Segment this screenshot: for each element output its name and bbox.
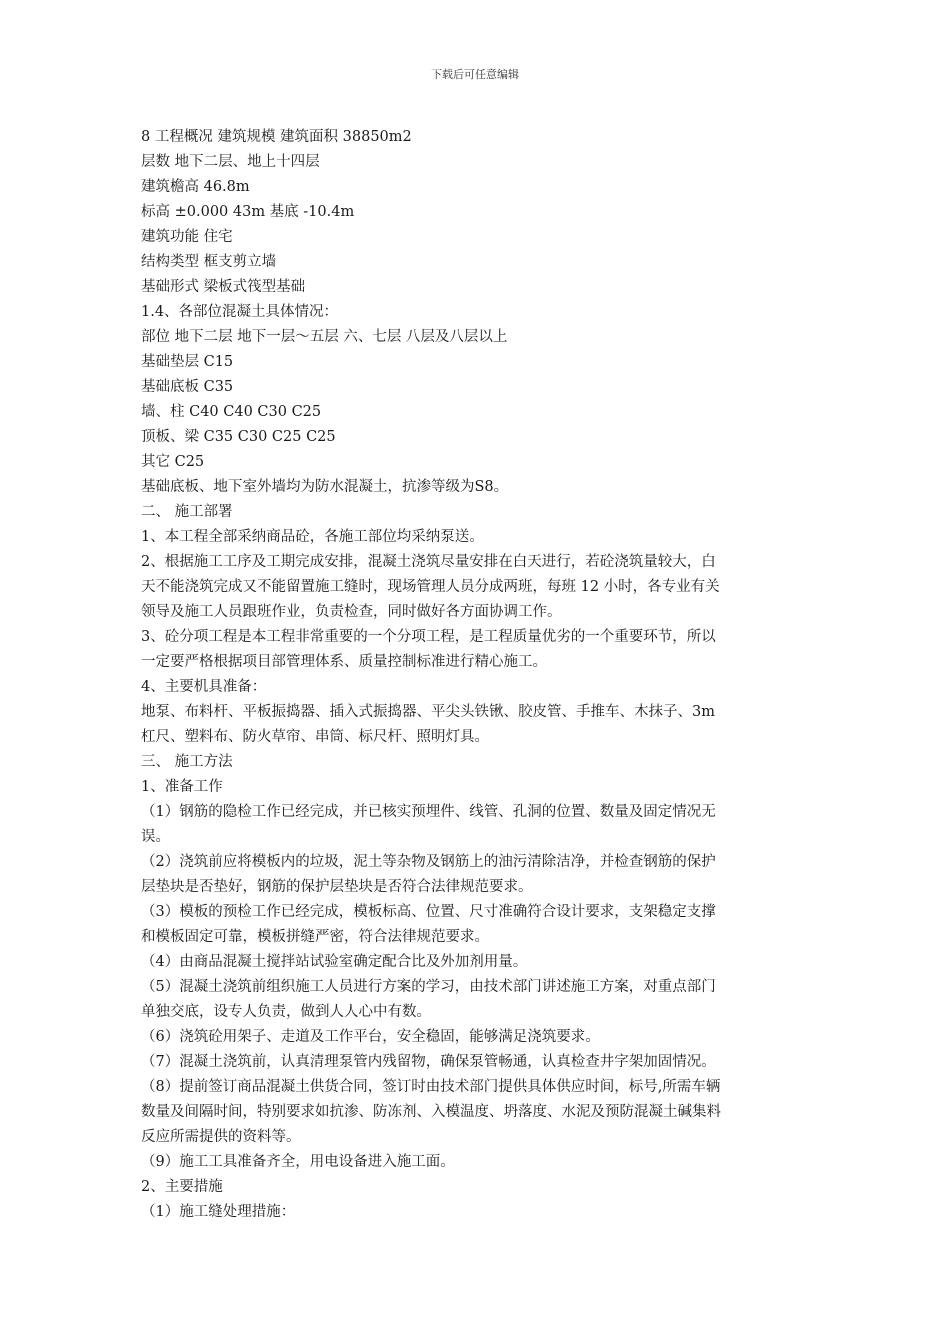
text-line: 顶板、梁 C35 C30 C25 C25 — [141, 429, 336, 445]
text-line: （1）钢筋的隐检工作已经完成，并已核实预埋件、线管、孔洞的位置、数量及固定情况无 — [141, 804, 716, 820]
text-line: （2）浇筑前应将模板内的垃圾，泥土等杂物及钢筋上的油污清除洁净，并检查钢筋的保护 — [141, 854, 716, 870]
text-line: 基础底板、地下室外墙均为防水混凝土，抗渗等级为S8。 — [141, 479, 509, 495]
text-line: 和模板固定可靠，模板拼缝严密，符合法律规范要求。 — [141, 929, 489, 945]
text-line: 3、砼分项工程是本工程非常重要的一个分项工程，是工程质量优劣的一个重要环节，所以 — [141, 629, 716, 645]
text-line: （4）由商品混凝土搅拌站试验室确定配合比及外加剂用量。 — [141, 954, 528, 970]
text-line: 1、本工程全部采纳商品砼，各施工部位均采纳泵送。 — [141, 529, 484, 545]
section-heading: 二、 施工部署 — [141, 504, 233, 520]
text-line: （7）混凝土浇筑前，认真清理泵管内残留物，确保泵管畅通，认真检查井字架加固情况。 — [141, 1054, 716, 1070]
text-line: 4、主要机具准备： — [141, 679, 267, 695]
page-header-note: 下载后可任意编辑 — [431, 68, 519, 81]
text-line: 层垫块是否垫好，钢筋的保护层垫块是否符合法律规范要求。 — [141, 879, 533, 895]
section-heading: 1.4、各部位混凝土具体情况： — [141, 304, 339, 320]
subsection-heading: 2、主要措施 — [141, 1179, 223, 1195]
text-line: 2、根据施工工序及工期完成安排，混凝土浇筑尽量安排在白天进行，若砼浇筑量较大，白 — [141, 554, 716, 570]
text-line: 部位 地下二层 地下一层～五层 六、七层 八层及八层以上 — [141, 329, 508, 345]
text-line: 8 工程概况 建筑规模 建筑面积 38850m2 — [141, 129, 412, 145]
text-line: （1）施工缝处理措施： — [141, 1204, 296, 1220]
text-line: 墙、柱 C40 C40 C30 C25 — [141, 404, 322, 420]
text-line: 标高 ±0.000 43m 基底 -10.4m — [141, 204, 355, 220]
text-line: （3）模板的预检工作已经完成，模板标高、位置、尺寸准确符合设计要求，支架稳定支撑 — [141, 904, 716, 920]
text-line: 数量及间隔时间，特别要求如抗渗、防冻剂、入模温度、坍落度、水泥及预防混凝土碱集料 — [141, 1104, 721, 1120]
text-line: （5）混凝土浇筑前组织施工人员进行方案的学习，由技术部门讲述施工方案，对重点部门 — [141, 979, 716, 995]
text-line: 建筑功能 住宅 — [141, 229, 233, 245]
text-line: （6）浇筑砼用架子、走道及工作平台，安全稳固，能够满足浇筑要求。 — [141, 1029, 600, 1045]
text-line: 单独交底，设专人负责，做到人人心中有数。 — [141, 1004, 431, 1020]
text-line: 其它 C25 — [141, 454, 205, 470]
text-line: 杠尺、塑料布、防火草帘、串筒、标尺杆、照明灯具。 — [141, 729, 489, 745]
text-line: （9）施工工具准备齐全，用电设备进入施工面。 — [141, 1154, 455, 1170]
text-line: （8）提前签订商品混凝土供货合同，签订时由技术部门提供具体供应时间，标号,所需车辆 — [141, 1079, 721, 1095]
text-line: 层数 地下二层、地上十四层 — [141, 154, 320, 170]
text-line: 结构类型 框支剪立墙 — [141, 254, 277, 270]
text-line: 领导及施工人员跟班作业，负责检查，同时做好各方面协调工作。 — [141, 604, 562, 620]
text-line: 地泵、布料杆、平板振捣器、插入式振捣器、平尖头铁锹、胶皮管、手推车、木抹子、3m — [141, 704, 715, 720]
text-line: 建筑檐高 46.8m — [141, 179, 250, 195]
subsection-heading: 1、准备工作 — [141, 779, 223, 795]
text-line: 基础形式 梁板式筏型基础 — [141, 279, 306, 295]
text-line: 反应所需提供的资料等。 — [141, 1129, 301, 1145]
text-line: 基础底板 C35 — [141, 379, 234, 395]
text-line: 基础垫层 C15 — [141, 354, 234, 370]
text-line: 一定要严格根据项目部管理体系、质量控制标准进行精心施工。 — [141, 654, 547, 670]
text-line: 天不能浇筑完成又不能留置施工缝时，现场管理人员分成两班，每班 12 小时，各专业有关 — [141, 579, 720, 595]
text-line: 误。 — [141, 829, 170, 845]
section-heading: 三、 施工方法 — [141, 754, 233, 770]
document-body — [141, 125, 821, 1225]
